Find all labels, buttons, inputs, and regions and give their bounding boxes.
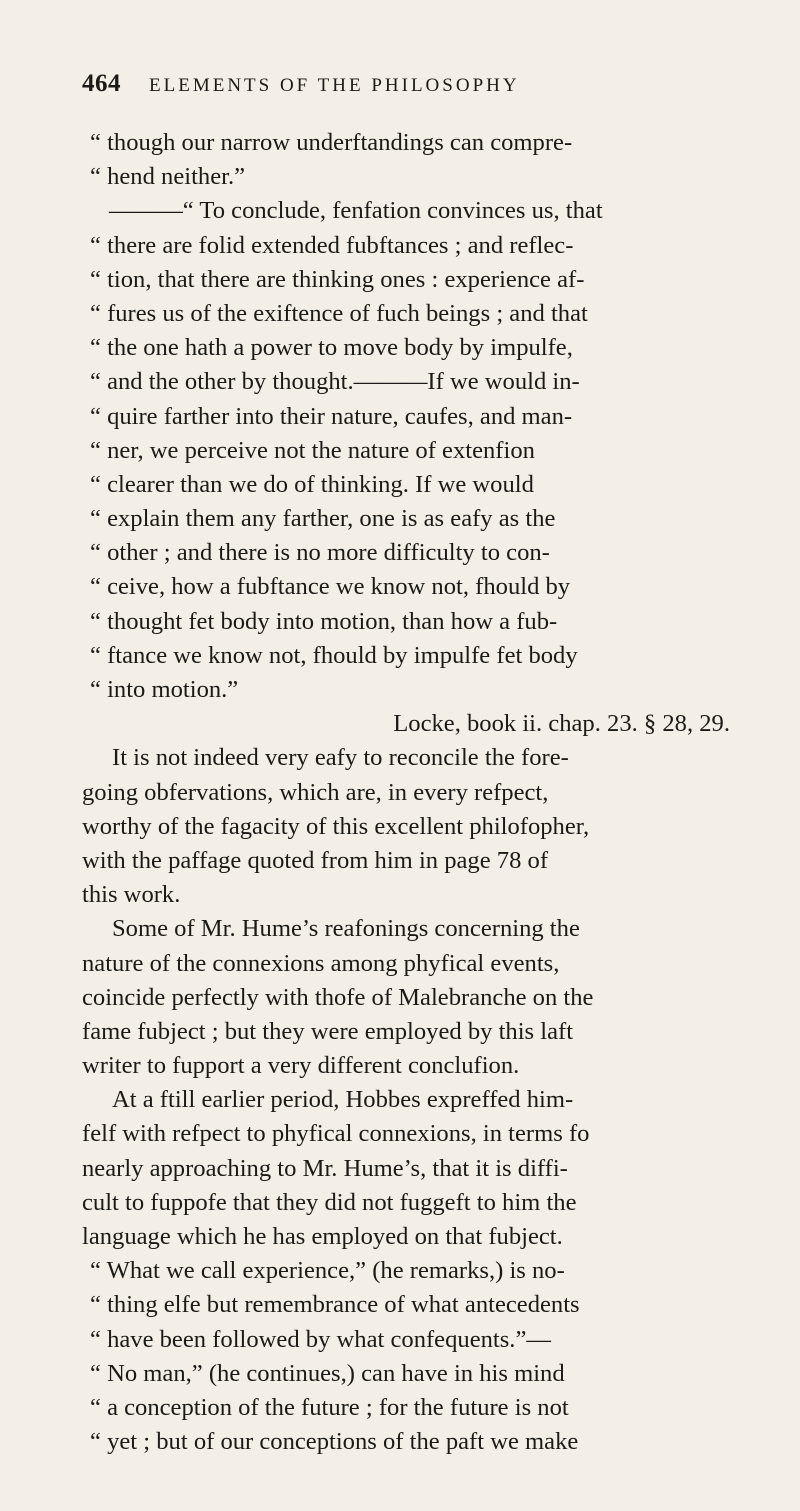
text-line: “ hend neither.”: [90, 163, 246, 191]
text-line: language which he has employed on that fubject.: [82, 1223, 563, 1250]
text-line: felf with refpect to phyfical connexions, in terms fo: [82, 1120, 590, 1148]
running-title: ELEMENTS OF THE PHILOSOPHY: [149, 75, 520, 96]
text-line: ———“ To conclude, fenfation convinces us, that: [109, 197, 603, 225]
text-line: coincide perfectly with thofe of Malebranche on the: [82, 983, 594, 1011]
text-line: “ What we call experience,” (he remarks,) is no-: [90, 1257, 565, 1285]
text-line: It is not indeed very eafy to reconcile the fore-: [112, 744, 569, 772]
text-line: writer to fupport a very different conclufion.: [82, 1052, 520, 1080]
text-line: worthy of the fagacity of this excellent philofopher,: [82, 812, 590, 840]
text-line: “ there are folid extended fubftances ; and reflec-: [90, 231, 574, 259]
text-line: “ ftance we know not, fhould by impulfe fet body: [90, 641, 578, 669]
text-line: nearly approaching to Mr. Hume’s, that it is diffi-: [82, 1154, 568, 1182]
body-text: [82, 126, 734, 1459]
text-line: “ thing elfe but remembrance of what antecedents: [90, 1291, 580, 1319]
text-line: this work.: [82, 881, 181, 909]
text-line: “ ceive, how a fubftance we know not, fhould by: [90, 573, 571, 601]
text-line: “ No man,” (he continues,) can have in his mind: [90, 1359, 565, 1387]
text-line: going obfervations, which are, in every refpect,: [82, 778, 549, 806]
text-line: “ explain them any farther, one is as eafy as the: [90, 505, 556, 533]
text-line: Some of Mr. Hume’s reafonings concerning the: [112, 915, 580, 943]
book-page: [82, 70, 734, 1459]
text-line: “ tion, that there are thinking ones : experience af-: [90, 265, 585, 293]
text-line: “ yet ; but of our conceptions of the paft we make: [90, 1428, 579, 1456]
text-line: fame fubject ; but they were employed by this laft: [82, 1017, 574, 1045]
text-line: with the paffage quoted from him in page 78 of: [82, 846, 549, 874]
text-line: “ the one hath a power to move body by impulfe,: [90, 334, 573, 362]
text-line: “ thought fet body into motion, than how a fub-: [90, 607, 558, 635]
text-line: “ other ; and there is no more difficulty to con-: [90, 539, 550, 567]
text-line: At a ftill earlier period, Hobbes expreffed him-: [112, 1086, 574, 1114]
text-line: “ quire farther into their nature, caufes, and man-: [90, 402, 573, 430]
text-line: “ fures us of the exiftence of fuch beings ; and that: [90, 299, 588, 327]
text-line: “ into motion.”: [90, 676, 239, 703]
text-line: “ though our narrow underftandings can compre-: [90, 129, 573, 156]
citation-line: Locke, book ii. chap. 23. § 28, 29.: [393, 710, 730, 738]
page-number: 464: [82, 70, 121, 97]
text-line: “ clearer than we do of thinking. If we would: [90, 470, 534, 498]
text-line: “ and the other by thought.———If we would in-: [90, 368, 580, 396]
text-line: “ have been followed by what confequents.”—: [90, 1325, 551, 1353]
running-head: [82, 70, 734, 110]
text-line: “ ner, we perceive not the nature of extenfion: [90, 436, 535, 464]
text-line: “ a conception of the future ; for the future is not: [90, 1393, 569, 1421]
text-line: nature of the connexions among phyfical events,: [82, 949, 560, 977]
text-line: cult to fuppofe that they did not fuggeft to him the: [82, 1188, 577, 1216]
